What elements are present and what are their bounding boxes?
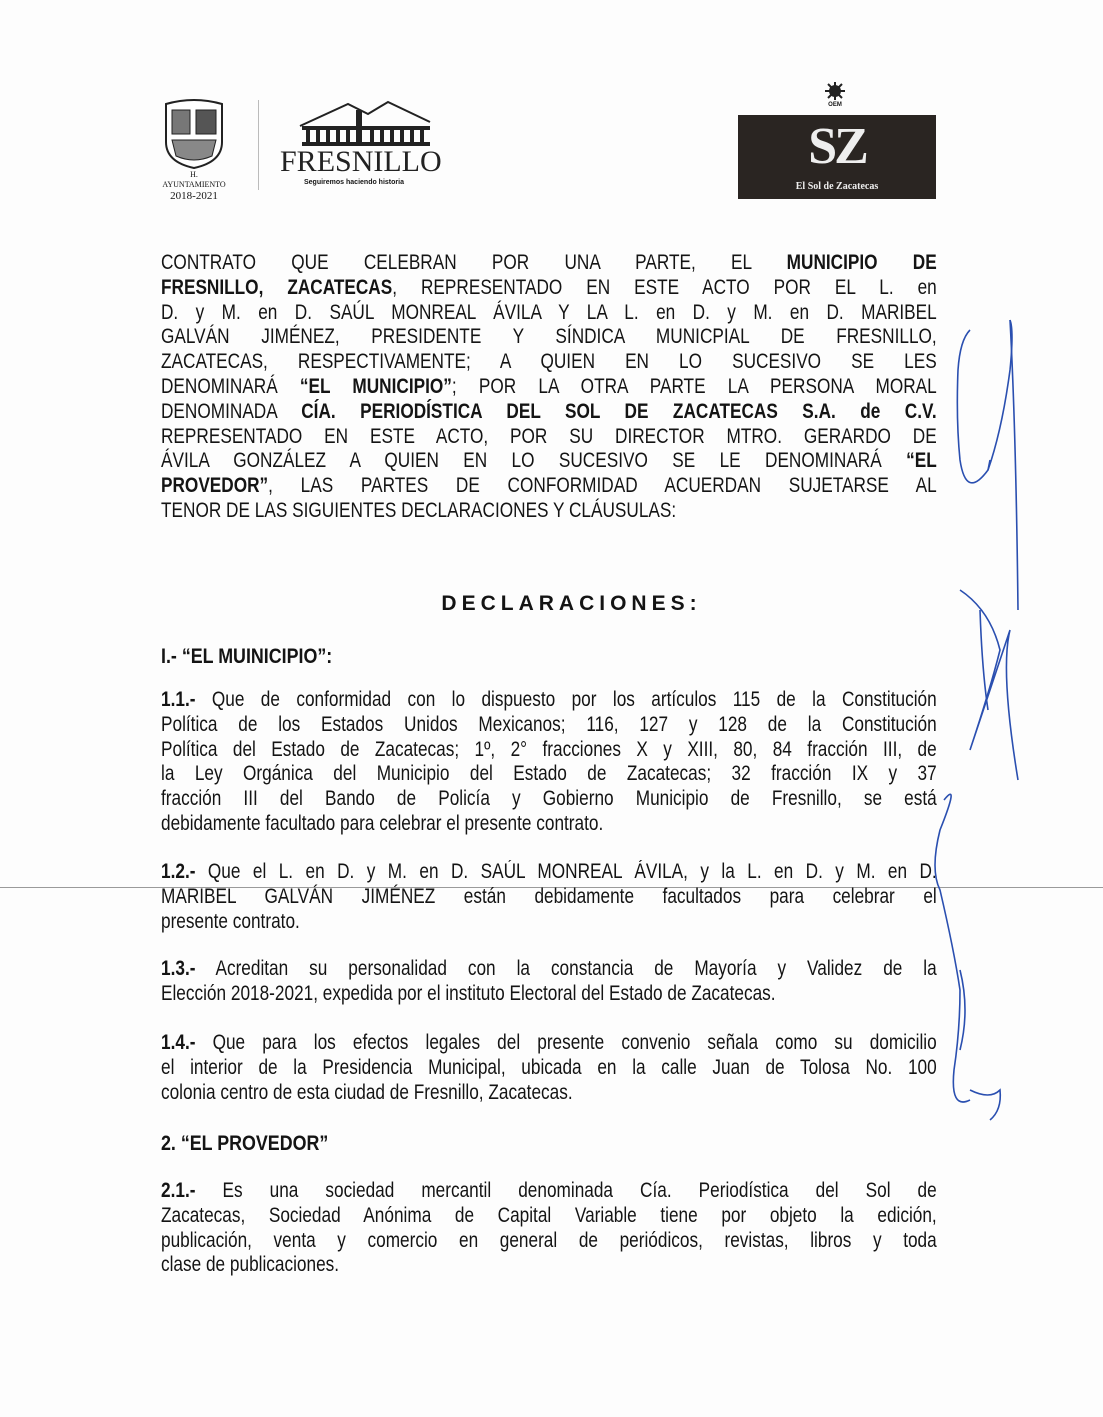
- bold-text: 1.4.-: [161, 1031, 196, 1054]
- text-line: [161, 1056, 937, 1081]
- section-proveedor-heading: 2. “EL PROVEDOR”: [161, 1132, 329, 1155]
- bold-text: 1.3.-: [161, 957, 196, 980]
- clause-1-3: [161, 957, 937, 1007]
- text-run: la Ley Orgánica del Municipio del Estado de Zacatecas; 32 fracción IX y 37: [161, 762, 937, 786]
- clause-2-1: [161, 1179, 937, 1278]
- text-run: Política del Estado de Zacatecas; 1º, 2° fracciones X y XIII, 80, 84 fracción III, de: [161, 737, 937, 761]
- text-run: Política de los Estados Unidos Mexicanos; 116, 127 y 128 de la Constitución: [161, 712, 937, 736]
- text-line: [161, 812, 937, 837]
- oem-logo: [815, 82, 855, 109]
- text-line: [161, 474, 937, 499]
- fresnillo-skyline-icon: [298, 100, 438, 146]
- text-line: [161, 325, 937, 350]
- fresnillo-logo: [280, 100, 450, 187]
- text-run: presente contrato.: [161, 909, 300, 933]
- text-run: ZACATECAS, RESPECTIVAMENTE; A QUIEN EN LO SUCESIVO SE LES: [161, 350, 937, 374]
- clause-1-4: [161, 1031, 937, 1105]
- text-run: TENOR DE LAS SIGUIENTES DECLARACIONES Y CLÁUSULAS:: [161, 498, 677, 522]
- text-line: [161, 860, 937, 885]
- text-line: [161, 787, 937, 812]
- text-line: [161, 713, 937, 738]
- text-run: MARIBEL GALVÁN JIMÉNEZ están debidamente facultados para celebrar el: [161, 884, 937, 908]
- bold-text: 1.2.-: [161, 860, 196, 883]
- text-line: [161, 251, 937, 276]
- ayuntamiento-logo: [160, 98, 228, 203]
- fresnillo-name: FRESNILLO: [280, 145, 442, 178]
- text-line: [161, 276, 937, 301]
- text-run: CONTRATO QUE CELEBRAN POR UNA PARTE, EL: [161, 251, 787, 274]
- sol-de-zacatecas-logo: [738, 115, 936, 199]
- text-run: el interior de la Presidencia Municipal, ubicada en la calle Juan de Tolosa No. 100: [161, 1055, 937, 1079]
- text-run: Zacatecas, Sociedad Anónima de Capital Variable tiene por objeto la edición,: [161, 1203, 937, 1227]
- text-line: [161, 957, 937, 982]
- handwritten-signature: [930, 310, 1040, 1130]
- text-line: [161, 910, 937, 935]
- oem-label: OEM: [828, 102, 842, 108]
- oem-sun-icon: [823, 82, 847, 100]
- logo-divider: [258, 100, 259, 190]
- coat-of-arms-icon: [160, 98, 228, 170]
- text-run: , REPRESENTADO EN ESTE ACTO POR EL L. en: [392, 275, 937, 299]
- text-run: , LAS PARTES DE CONFORMIDAD ACUERDAN SUJETARSE AL: [268, 474, 937, 498]
- text-run: DENOMINADA: [161, 399, 302, 423]
- text-line: [161, 762, 937, 787]
- bold-text: “EL MUNICIPIO”: [299, 374, 452, 398]
- text-run: GALVÁN JIMÉNEZ, PRESIDENTE Y SÍNDICA MUNICPIAL DE FRESNILLO,: [161, 325, 937, 349]
- sz-mark: SZ: [808, 118, 866, 175]
- text-run: Elección 2018-2021, expedida por el instituto Electoral del Estado de Zacatecas.: [161, 981, 776, 1005]
- text-line: [161, 982, 937, 1007]
- declaraciones-heading: DECLARACIONES:: [441, 592, 702, 615]
- text-line: [161, 1229, 937, 1254]
- text-line: [161, 400, 937, 425]
- text-run: clase de publicaciones.: [161, 1253, 340, 1277]
- clause-1-2: [161, 860, 937, 934]
- text-line: [161, 885, 937, 910]
- text-line: [161, 1179, 937, 1204]
- bold-text: “EL: [906, 449, 937, 473]
- text-run: Es una sociedad mercantil denominada Cía. Periodística del Sol de: [195, 1179, 937, 1202]
- text-run: publicación, venta y comercio en general de periódicos, revistas, libros y toda: [161, 1228, 937, 1252]
- text-run: Que el L. en D. y M. en D. SAÚL MONREAL ÁVILA, y la L. en D. y M. en D.: [195, 860, 937, 883]
- text-line: [161, 1031, 937, 1056]
- ayuntamiento-label: H. AYUNTAMIENTO: [162, 170, 226, 189]
- text-run: debidamente facultado para celebrar el presente contrato.: [161, 811, 604, 835]
- text-line: [161, 1081, 937, 1106]
- text-line: [161, 499, 937, 524]
- bold-text: CÍA. PERIODÍSTICA DEL SOL DE ZACATECAS S.A. de C.V.: [301, 399, 937, 423]
- bold-text: 1.1.-: [161, 688, 196, 711]
- text-run: REPRESENTADO EN ESTE ACTO, POR SU DIRECTOR MTRO. GERARDO DE: [161, 424, 937, 448]
- bold-text: FRESNILLO, ZACATECAS: [161, 275, 393, 299]
- section-municipio-heading: I.- “EL MUINICIPIO”:: [161, 645, 333, 668]
- text-line: [161, 1204, 937, 1229]
- text-run: Que de conformidad con lo dispuesto por los artículos 115 de la Constitución: [195, 688, 937, 711]
- bold-text: PROVEDOR”: [161, 474, 269, 498]
- text-run: ; POR LA OTRA PARTE LA PERSONA MORAL: [451, 374, 937, 398]
- text-line: [161, 350, 937, 375]
- clause-1-1: [161, 688, 937, 837]
- text-run: Que para los efectos legales del presente convenio señala como su domicilio: [195, 1031, 937, 1054]
- text-line: [161, 449, 937, 474]
- text-run: Acreditan su personalidad con la constancia de Mayoría y Validez de la: [195, 957, 937, 980]
- text-line: [161, 688, 937, 713]
- text-line: [161, 738, 937, 763]
- text-run: fracción III del Bando de Policía y Gobierno Municipio de Fresnillo, se está: [161, 787, 937, 811]
- text-run: DENOMINARÁ: [161, 374, 300, 398]
- text-line: [161, 425, 937, 450]
- fresnillo-slogan: Seguiremos haciendo historia: [304, 179, 404, 186]
- text-run: ÁVILA GONZÁLEZ A QUIEN EN LO SUCESIVO SE LE DENOMINARÁ: [161, 449, 907, 473]
- intro-paragraph: [161, 251, 937, 524]
- sz-name: El Sol de Zacatecas: [795, 181, 879, 192]
- text-run: colonia centro de esta ciudad de Fresnillo, Zacatecas.: [161, 1080, 573, 1104]
- text-line: [161, 301, 937, 326]
- bold-text: MUNICIPIO DE: [786, 251, 937, 274]
- text-run: D. y M. en D. SAÚL MONREAL ÁVILA Y LA L. en D. y M. en D. MARIBEL: [161, 300, 937, 324]
- ayuntamiento-period: 2018-2021: [170, 190, 218, 202]
- text-line: [161, 375, 937, 400]
- text-line: [161, 1253, 937, 1278]
- bold-text: 2.1.-: [161, 1179, 196, 1202]
